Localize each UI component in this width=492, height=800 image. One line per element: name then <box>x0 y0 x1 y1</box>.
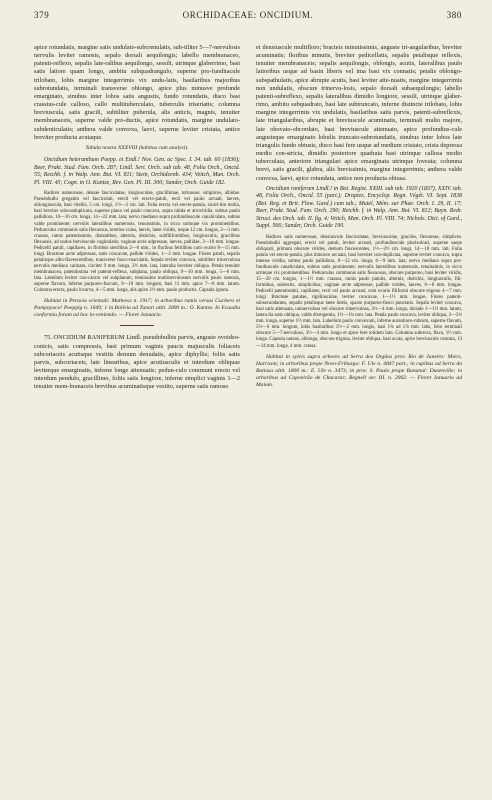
left-column <box>34 44 240 794</box>
species-74-detailed-description: Radices numerosae, densae fasciculatae, longiusculae, gracillimae, tortuosae, simplices, albidae. Pseudobulbi gregatim vel fasciculati, erecti vel erecto-patuli, recti vel paulo arcuati, laeves, oblongiuscula, basi vitellis, 5 cm. longi, 1½—2 cm. lati. Folia erecta vel erecto-patula, sicuti-tim molia, basi breviter subconduplicata, superne plana vel paulo concava, supra nitida et atroviridia, subtus paulo pallidiora, 10—16 cm. longa, 14—22 mm. lata; nervo mediano supra profundiuscule canaliculato, subtus valde prominente; nervulis lateralibus numerosis, tenuissimis, in sicco utrinque vix prominentibus. Pedunculus communis satis flexuosus, teretius-culus, laevis, laete viridis, usque 12 cm. longus, 2—3 mm. crassus, ramis patentissimis, distantibus, alternis, distichis, subfiliformibus, longiusculis, gracilibus flexuosis, ad nodos breviuscule vaginulatis; vaginae arcte adpressae, laeves, pallidae, 3—10 mm. longae. Pedicelli patuli, capillares, in floribus sterilibus 2—6 mm., in floribus fertilibus cum ovario 8—15 mm. longi. Bracteae arcte adpressae, satis concavae, pallide virides, 1—2 mm. longae. Flores patuli, sepalis petalisque albo-flavescentibus, transverse fusco-maculatis. Sepala leviter concava, subtiliter trinervulosa nervulis mediano carinato, circiter 9 mm. longa, 2½ mm. lata, lateralia breviter obliqua. Petala tenuiter membranacea, patentissima vel patenti-reflexa, subplana, paulo obliqua, 9—10 mm. longa, 5—6 mm. lata. Labellum leviter con-carum vel subplanum, tenuissime multinervulosum nervulis paulo ramosis, superne flavum, inferne purpureo-fuscum, 9—10 mm. longum, basi 11 mm. apice 7—8 mm. latum. Columna erecta, paulo incurva, 4—5 mm. longa, alis apice 2½ mm. paulo productis. Capsula ignota. <box>34 191 240 294</box>
species-74-habitat: Habitat in Peruvia orientali: Mathews n. 1917; in arboribus ramis versus Cuchero et Pampayaco! Poeppig n. 1649; 1 in Bolivia ad Tunari altit. 3000 m.: O. Kuntze. In Ecuadia conformia forum ad hoc in-veniendo. — Floret Januario. <box>34 298 240 319</box>
species-75-diagnosis-end: et densiuscule multifloro; bracteis minutissimis, anguste tri-angularibus, breviter acuminatis; floribus minutis, breviter pedicellatis, sepalis petalisque reflexis, tenuiter membranaceis; sepalis aequilongis, oblongis, acutis, lateralibus paulo latioribus usque ad basin liberis vel ima basi vix connatis; petalis oblongo-subspathulatis, apice abrupte acutis, basi leviter atte-nuatis, margine integerrimis non undulatis, obscure trinervu-losis, sepalo dorsali subaequilongis; labello patenti-subreflexo, sepalis lateralibus dimidio longiore, sessili, utrinque glaber-rimo, ambitu subquadrato, basi late subtruncato, inferne distincte trilobato, lobis margine integerrimis vix undulatis, basilaribus satis parvis, patenti-subreflexis, late triangularibus, abrupte et breviuscule acuminatis, terminali multo majore, late obovato-obcordato, basi breviuscule attenuato, apice profundius-cule angusteque emarginato lobulis truncato-subrotundatis, sinubus inter lobos late triangulis fundo obtusis, disco basi fere usque ad medium cristato, crista depressa medio con-stricta, dimidio posteriore quadrata basi utrinque callosa medio tuberculata, anteriore triangulari apice emarginata utrinque foveata; columna brevi, satis gracili, glabra, alis brevissimis, margine integerrimis; anthera valde convexa, laevi, apice rotundata, antice non producta obtusa. <box>256 44 462 182</box>
species-74-citations: Oncidium heteranthum Poepp. et Endl.! Nov. Gen. ac Spec. I. 34. tab. 60 (1836); Beer, Prakt. Stud. Fam. Orch. 287; Lindl. Sert. Orch. sub tab. 48, Folia Orch., Oncid. 55; Reichb. f. in Walp. Ann. Bot. VI. 811; Stein, Orchideenb. 434; Veitch, Man. Orch. Pl. VIII. 45; Cogn. in O. Kuntze, Rev. Gen. Pl. III. 300; Sander, Orch. Guide 182. <box>34 157 240 186</box>
species-75-detailed-description: Radices satis numerosae, densiuscule fasciculatae, breviusculae, graciles, flexuosae, simplices. Pseudobulbi aggregati, erecti vel patuli, leviter arcuati, profundiuscule plurisulcati, superne saepe obliquati, primum obscure virides, demum fuscescentes, 1½—2½ cm. longi, 14—18 mm. lati. Folia patula vel erecto-patula, plus minusve arcuata, basi breviter con-duplicata, superne leviter concava, supra intense viridia, subtus paulo pallidiora, 8—12 cm. longa, 6—9 mm. lata; nervo mediano supra pro-fundiuscule canaliculato, subtus satis prominente; nervulis lateralibus numerosis, tenuissimis, in sicco utrinque vix prominentibus. Pedunculus communis satis flexuosus, obscure purpureo, basi leviter viridis, 15—20 cm. longus, 1—1½ mm. crassus, ramis paulo patulis, alternis, distichis, longiusculis, fili-formibus, subrectis, simplicibus; vaginae arcte adpressae, pallide virides, laeves, 6—8 mm. longae. Pedicelli patentissimi, capillares, recti vel paulo arcuati, cum ovario filiformi obscure trigono 4—7 mm. longi. Bracteae patulae, rigidiusculae, leviter concavae, 1—1½ mm. longae. Flores patenti-subsecundantes, sepalis petalisque laete luteis, sparse purpureo-fusco punctatis. Sepala leviter concava, basi satis attenuata, uninervulosa vel obscure trinervulosa, 3½—4 mm. longa, dorsale 1—1½ mm. latum, latera-lia satis obliqua, valde divergentia, 1½—1¾ mm. lata. Petala paulo concava, leviter obliqua, 3—3½ mm. longa, superne 1½ mm. lata. Labellum paulo convexum, inferne aurantiaco-rubrum, superne flavum, 5½—6 mm. longum, lobis basilaribus 1½—2 mm. longis, basi 1¾ ad 1⅞ mm. latis, lobo terminali obscure 5—7-nervuloso, 3½—4 mm. longo et apice fere totidem lato. Columna subrecta, flava, 1½ mm. longa. Capsula nutans, oblonga, obscure trigona, leviter obliqua, basi acuta, apice breviuscule rostrata, 13—14 mm. longa, 4 mm. crassa. <box>256 234 462 349</box>
section-divider <box>120 325 154 326</box>
plate-reference: Tabula nostra XXXVIII (habitus cum analysi). <box>85 144 189 151</box>
species-75-diagnosis-start: 75. ONCIDIUM RANIFERUM Lindl. pseudobulbis parvis, anguste ovoideo-conicis, satis compressis, basi primum vaginis paucis majusculis foliaceis subcoriaceis acutisque vestitis demum denudatis, apice diphyllis; foliis satis parvis, subcoriaceis, late linearibus, apice acutiusculis et interdum obliquae leviterque emarginatis, inferne longe attenuatis; pedun-culo communi erecto vel interdum pendulo, gracillimo, foliis satis longiore, inferne simplici vaginis 1—2 tenuiter mem-branaceis brevibus acuminatisque vestito, superne satis ramoso <box>34 334 240 391</box>
species-75-habitat: Habitat in sylvis supra arbores ad Serra dos Orgãos prov. Rio de Janeiro: Miers, Harrison; in arboribus prope Novo-Friburgo: F. Ule n. 4847 part.; in rupibus ad Serra do Batiasa altit. 1800 m.: E. Ule n. 3473; in prov. S. Paulo prope Bananal: Dusenville; in arboribus ad Capoeirão de Chacaras: Regnell ser. III. n. 2062. — Floret Januario ad Maium. <box>256 353 462 388</box>
species-75-citations: Oncidium raniferum Lindl.! in Bot. Regist. XXIII. sub tab. 1920 (1837), XXIV. tab. 48, Folia Orch., Oncid. 55 (part.); Drapiez, Encyclop. Regn. Végét. VI. Sept. 1838 (Bot. Reg. et Brit. Flow. Gard.) cum tab.; Mutel, Mém. sur Phae. Orch. I. 29, II. 17; Beer, Prakt. Stud. Fam. Orch. 290; Reichb. f. in Walp. Ann. Bot. VI. 812; Bayn. Redr. Struct. des Orch. tab. II. fig. 4; Veitch, Man. Orch. Pl. VIII. 74; Nichols. Dict. of Gard., Suppl. 566; Sander, Orch. Guide 190. <box>256 185 462 230</box>
page-number-left: 379 <box>34 10 50 20</box>
page-number-right: 380 <box>446 10 462 20</box>
running-title: ORCHIDACEAE: ONCIDIUM. <box>182 10 314 20</box>
running-header <box>34 10 462 24</box>
right-column <box>256 44 462 794</box>
species-74-description-end: apice rotundatis, margine satis undulato-subcrenulatis, sub-tiliter 5—7-nervulosis nervulis leviter ramosis, sepalo dorsali aequilongis; labello membranaceo, patenti-reflexo, sepalis late-ralibus aequilongo, sessili, utrinque glaberrimo, basi satis latiore quam longo, ambitu subquadrangulo, superne pro-funditacule trilobato, lobis margine integerrimis vix undu-latis, basilaribus majoribus subrotundatis, terminali transverse oblongo, apice plus minusve profunde emarginato, sinubus inter lobos satis angustis, fundo rotundatis, disco basi crassius-cule calloso, callo multituberculato, tuberculis triseriatis; columna breviuscula, satis gracili, subtiliter puberula, alis anticis, magnis, tenuiter membranaceis, superne valde pro-ductis, apice rotundatis, margine undulato-subdenticulatis; anthera valde convexa, laevi, superne leviter cristata, antice breviter producta acutaque. <box>34 44 240 141</box>
